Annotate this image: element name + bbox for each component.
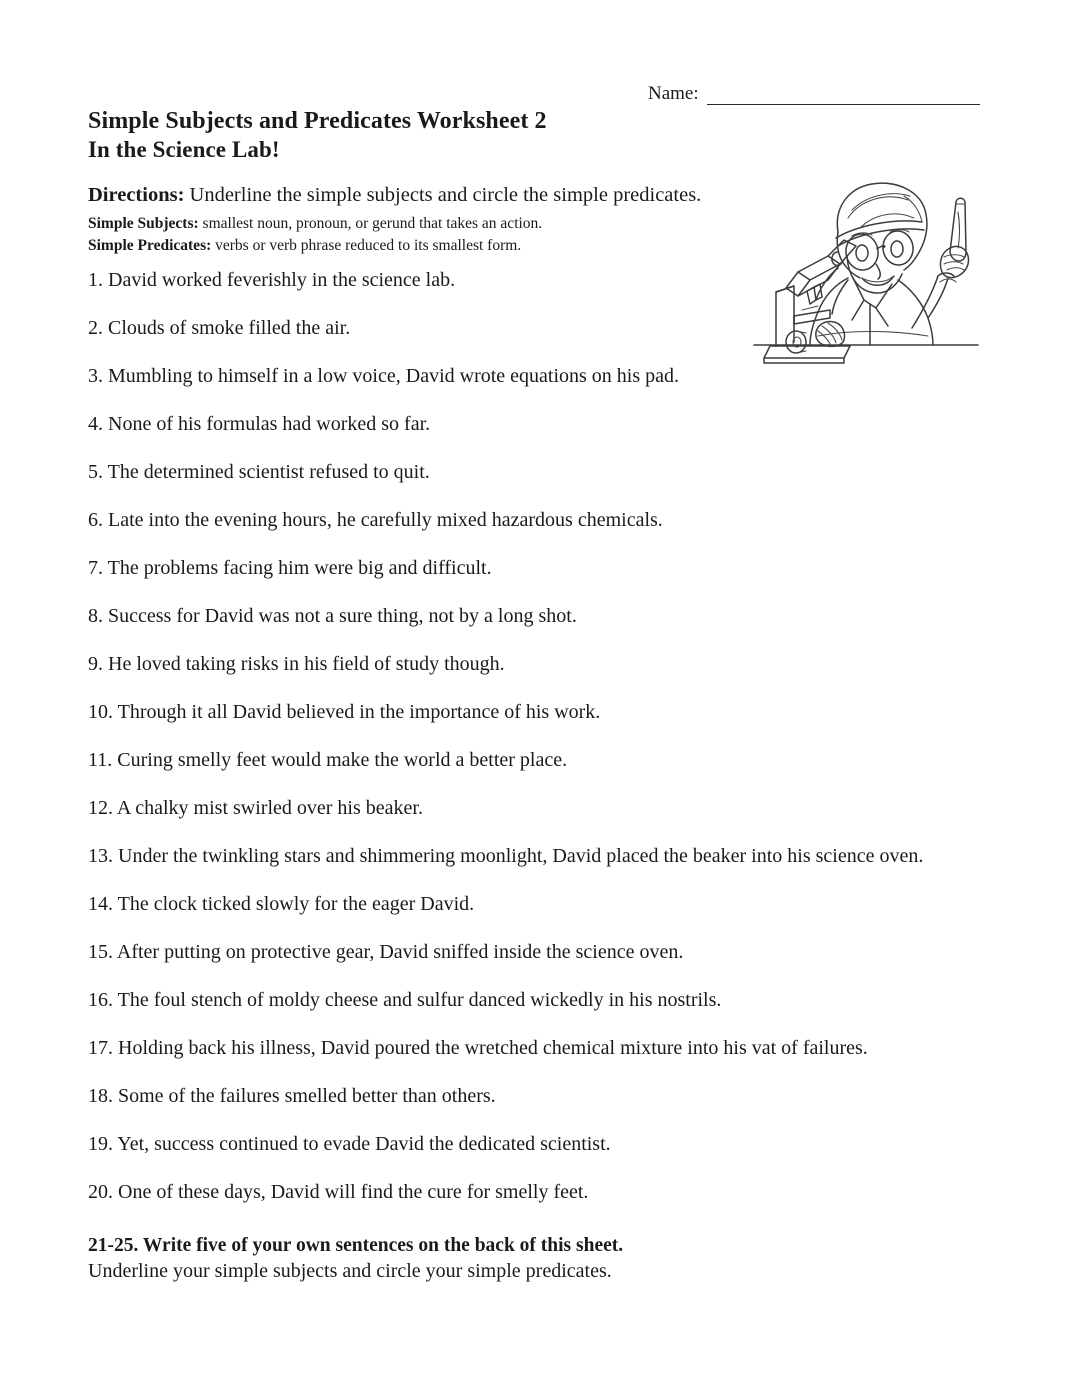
list-item[interactable]: 8. Success for David was not a sure thing, not by a long shot. xyxy=(88,605,577,627)
title-block xyxy=(88,106,728,165)
list-item[interactable]: 9. He loved taking risks in his field of study though. xyxy=(88,653,505,675)
list-item[interactable]: 19. Yet, success continued to evade David the dedicated scientist. xyxy=(88,1133,611,1155)
list-item[interactable]: 11. Curing smelly feet would make the world a better place. xyxy=(88,749,568,771)
definition-text: smallest noun, pronoun, or gerund that takes an action. xyxy=(202,215,543,232)
scientist-illustration xyxy=(752,160,982,372)
closing-prompt: 21-25. Write five of your own sentences on the back of this sheet. xyxy=(88,1235,624,1256)
definition-text: verbs or verb phrase reduced to its smallest form. xyxy=(215,237,522,255)
page-subtitle: In the Science Lab! xyxy=(88,137,280,163)
directions-text: Underline the simple subjects and circle the simple predicates. xyxy=(189,184,702,206)
list-item[interactable]: 1. David worked feverishly in the science lab. xyxy=(88,269,456,291)
list-item[interactable]: 12. A chalky mist swirled over his beaker. xyxy=(88,797,423,819)
definition-simple-subjects xyxy=(88,213,708,235)
definition-simple-predicates xyxy=(88,235,708,257)
definition-term: Simple Predicates: xyxy=(88,237,212,255)
list-item[interactable]: 4. None of his formulas had worked so far. xyxy=(88,413,431,435)
definitions-block xyxy=(88,213,708,258)
page-title: Simple Subjects and Predicates Worksheet 2 xyxy=(88,108,547,134)
list-item[interactable]: 13. Under the twinkling stars and shimmering moonlight, David placed the beaker into his science oven. xyxy=(88,845,924,867)
list-item[interactable]: 18. Some of the failures smelled better than others. xyxy=(88,1085,496,1107)
directions-label: Directions: xyxy=(88,184,185,206)
name-label: Name: xyxy=(648,83,699,104)
list-item[interactable]: 14. The clock ticked slowly for the eager David. xyxy=(88,893,475,915)
list-item[interactable]: 17. Holding back his illness, David poured the wretched chemical mixture into his vat of failures. xyxy=(88,1037,868,1059)
name-input-rule[interactable] xyxy=(707,90,980,105)
list-item[interactable]: 20. One of these days, David will find the cure for smelly feet. xyxy=(88,1181,589,1203)
scientist-microscope-icon xyxy=(752,160,982,372)
definition-term: Simple Subjects: xyxy=(88,215,199,232)
closing-block xyxy=(88,1233,848,1284)
list-item[interactable]: 16. The foul stench of moldy cheese and sulfur danced wickedly in his nostrils. xyxy=(88,989,722,1011)
name-field-row xyxy=(648,84,980,105)
list-item[interactable]: 3. Mumbling to himself in a low voice, David wrote equations on his pad. xyxy=(88,365,680,387)
list-item[interactable]: 5. The determined scientist refused to quit. xyxy=(88,461,430,483)
closing-instruction: Underline your simple subjects and circle your simple predicates. xyxy=(88,1260,612,1283)
list-item[interactable]: 15. After putting on protective gear, David sniffed inside the science oven. xyxy=(88,941,684,963)
list-item[interactable]: 2. Clouds of smoke filled the air. xyxy=(88,317,351,339)
directions-line xyxy=(88,182,788,209)
list-item[interactable]: 10. Through it all David believed in the importance of his work. xyxy=(88,701,601,723)
list-item[interactable]: 7. The problems facing him were big and difficult. xyxy=(88,557,492,579)
list-item[interactable]: 6. Late into the evening hours, he carefully mixed hazardous chemicals. xyxy=(88,509,663,531)
sentence-list xyxy=(88,268,988,1228)
